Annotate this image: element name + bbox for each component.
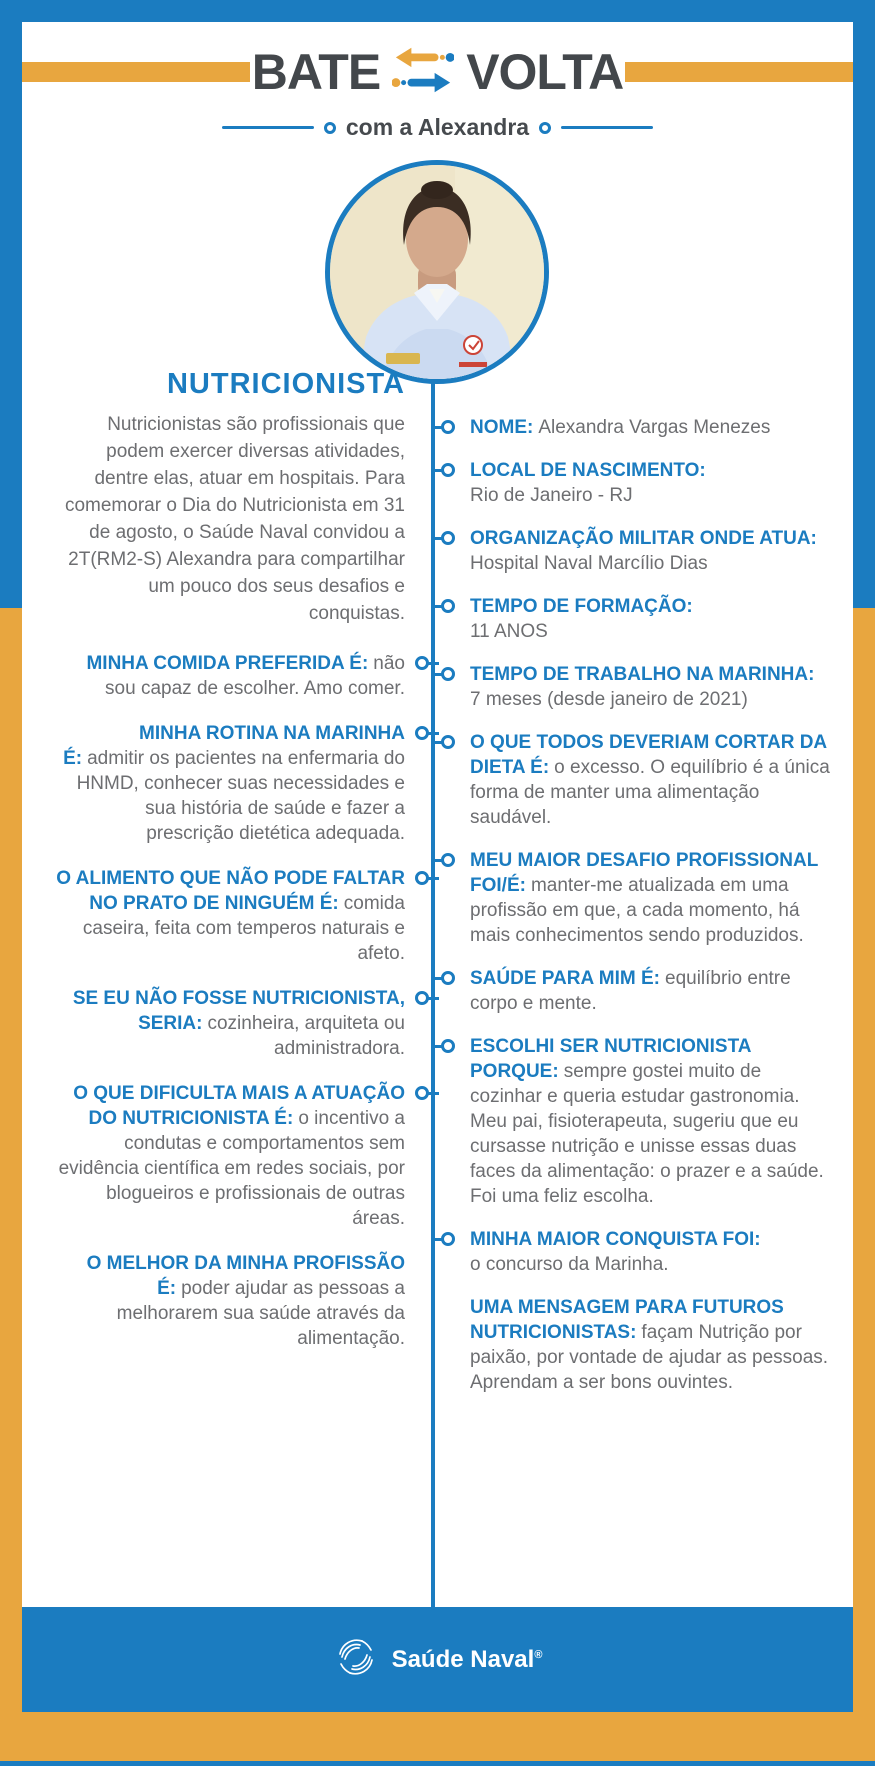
- qa-item: [55, 651, 405, 701]
- qa-item-text: não sou capaz de escolher. Amo comer.: [105, 653, 405, 699]
- qa-item: [470, 1034, 835, 1209]
- connector-ring-icon: [441, 599, 455, 613]
- connector-ring-icon: [441, 420, 455, 434]
- qa-item-label: O QUE DIFICULTA MAIS A ATUAÇÃO DO NUTRICIONISTA É:: [73, 1083, 405, 1129]
- connector-ring-icon: [441, 1039, 455, 1053]
- connector-line: [428, 662, 439, 665]
- qa-item: [470, 1227, 835, 1277]
- qa-item-text: o concurso da Marinha.: [470, 1254, 669, 1275]
- connector-line: [428, 1092, 439, 1095]
- qa-item-label: MINHA MAIOR CONQUISTA FOI:: [470, 1229, 761, 1250]
- avatar: [325, 160, 549, 384]
- qa-item: [470, 966, 835, 1016]
- connector-ring-icon: [441, 667, 455, 681]
- qa-item-text: Alexandra Vargas Menezes: [538, 417, 771, 438]
- title-word-bate: BATE: [251, 44, 381, 100]
- connector-ring-icon: [441, 1232, 455, 1246]
- frame-border-bottom-yellow: [0, 1712, 875, 1766]
- qa-item-text: o excesso. O equilíbrio é a única forma de manter uma alimentação saudável.: [470, 757, 830, 828]
- qa-item-text: admitir os pacientes na enfermaria do HNMD, conhecer suas necessidades e sua história de saúde e fazer a prescrição dietética adequada.: [76, 748, 405, 844]
- qa-item: [470, 594, 835, 644]
- subtitle: [0, 114, 875, 141]
- qa-item: [470, 458, 835, 508]
- title-word-volta: VOLTA: [466, 44, 624, 100]
- qa-item: [470, 526, 835, 576]
- qa-item-text: o incentivo a condutas e comportamentos sem evidência científica em redes sociais, por blogueiros e profissionais de outras áreas.: [58, 1108, 405, 1229]
- subtitle-text: com a Alexandra: [345, 114, 530, 140]
- footer: [22, 1607, 853, 1712]
- frame-border-left-yellow: [0, 608, 22, 1766]
- qa-item-text: manter-me atualizada em uma profissão em que, a cada momento, há mais conhecimentos sendo produzidos.: [470, 875, 804, 946]
- qa-item-text: comida caseira, feita com temperos naturais e afeto.: [82, 893, 405, 964]
- frame-border-right-yellow: [853, 608, 875, 1766]
- right-column: [470, 415, 835, 1413]
- connector-ring-icon: [415, 726, 429, 740]
- swap-arrows-icon: [392, 46, 454, 99]
- connector-line: [428, 732, 439, 735]
- connector-ring-icon: [441, 971, 455, 985]
- qa-item: [55, 986, 405, 1061]
- registered-mark: ®: [534, 1648, 543, 1661]
- connector-ring-icon: [441, 531, 455, 545]
- connector-ring-icon: [415, 656, 429, 670]
- qa-item-text: poder ajudar as pessoas a melhorarem sua saúde através da alimentação.: [116, 1278, 405, 1349]
- intro-text: Nutricionistas são profissionais que podem exercer diversas atividades, dentre elas, atuar em hospitais. Para comemorar o Dia do Nutricionista em 31 de agosto, o Saúde Naval convidou a 2T(RM2-S) Alexandra para compartilhar um pouco dos seus desafios e conquistas.: [64, 414, 405, 624]
- qa-item-label: ORGANIZAÇÃO MILITAR ONDE ATUA:: [470, 528, 817, 549]
- qa-item: [55, 1081, 405, 1231]
- qa-item-label: O ALIMENTO QUE NÃO PODE FALTAR NO PRATO DE NINGUÉM É:: [56, 868, 405, 914]
- qa-item: [55, 1251, 405, 1351]
- hands-circle-logo: [333, 1634, 379, 1685]
- connector-line: [428, 877, 439, 880]
- qa-item-text: cozinheira, arquiteta ou administradora.: [207, 1013, 405, 1059]
- qa-item-label: MINHA COMIDA PREFERIDA É:: [86, 653, 369, 674]
- connector-ring-icon: [415, 1086, 429, 1100]
- qa-item-text: 7 meses (desde janeiro de 2021): [470, 689, 748, 710]
- qa-item-label: NOME:: [470, 417, 534, 438]
- qa-item-label: MEU MAIOR DESAFIO PROFISSIONAL FOI/É:: [470, 850, 819, 896]
- subtitle-dot-right: [539, 122, 551, 134]
- profession-title: NUTRICIONISTA: [166, 368, 405, 400]
- qa-item-text: sempre gostei muito de cozinhar e queria estudar gastronomia. Meu pai, fisioterapeuta, sugeriu que eu cursasse nutrição e unisse essas duas faces da alimentação: o prazer e a saúde. Foi uma feliz escolha.: [470, 1061, 824, 1207]
- qa-item-label: SAÚDE PARA MIM É:: [470, 968, 660, 989]
- footer-brand: [392, 1646, 543, 1674]
- qa-item: [470, 848, 835, 948]
- frame-border-top: [0, 0, 875, 22]
- qa-item-text: 11 ANOS: [470, 621, 548, 642]
- qa-item: [55, 721, 405, 846]
- qa-item: [470, 662, 835, 712]
- qa-item-text: Rio de Janeiro - RJ: [470, 485, 633, 506]
- left-column: [55, 368, 405, 1371]
- qa-item: [470, 1295, 835, 1395]
- connector-ring-icon: [441, 463, 455, 477]
- qa-item: [470, 415, 835, 440]
- connector-ring-icon: [415, 871, 429, 885]
- qa-item-label: O QUE TODOS DEVERIAM CORTAR DA DIETA É:: [470, 732, 827, 778]
- frame-border-bottom-blue-strip: [0, 1761, 875, 1766]
- right-qa-list: [470, 415, 835, 1395]
- timeline-line: [431, 382, 435, 1607]
- qa-item-label: ESCOLHI SER NUTRICIONISTA PORQUE:: [470, 1036, 751, 1082]
- subtitle-line-left: [222, 126, 314, 129]
- qa-item-label: TEMPO DE FORMAÇÃO:: [470, 596, 693, 617]
- qa-item-text: façam Nutrição por paixão, por vontade de ajudar as pessoas. Aprendam a ser bons ouvintes.: [470, 1322, 829, 1393]
- connector-ring-icon: [415, 991, 429, 1005]
- avatar-photo: [330, 165, 544, 379]
- qa-item: [470, 730, 835, 830]
- qa-item-label: SE EU NÃO FOSSE NUTRICIONISTA, SERIA:: [72, 988, 405, 1034]
- footer-brand-text: Saúde Naval: [391, 1645, 535, 1673]
- qa-item-label: TEMPO DE TRABALHO NA MARINHA:: [470, 664, 815, 685]
- qa-item-text: equilíbrio entre corpo e mente.: [470, 968, 791, 1014]
- qa-item-text: Hospital Naval Marcílio Dias: [470, 553, 708, 574]
- subtitle-dot-left: [324, 122, 336, 134]
- page-title: [0, 44, 875, 100]
- qa-item-label: MINHA ROTINA NA MARINHA É:: [63, 723, 405, 769]
- left-qa-list: [55, 651, 405, 1351]
- subtitle-line-right: [561, 126, 653, 129]
- qa-item-label: UMA MENSAGEM PARA FUTUROS NUTRICIONISTAS:: [470, 1297, 784, 1343]
- qa-item: [55, 866, 405, 966]
- qa-item-label: LOCAL DE NASCIMENTO:: [470, 460, 706, 481]
- connector-ring-icon: [441, 735, 455, 749]
- qa-item-label: O MELHOR DA MINHA PROFISSÃO É:: [86, 1253, 405, 1299]
- connector-line: [428, 997, 439, 1000]
- connector-ring-icon: [441, 853, 455, 867]
